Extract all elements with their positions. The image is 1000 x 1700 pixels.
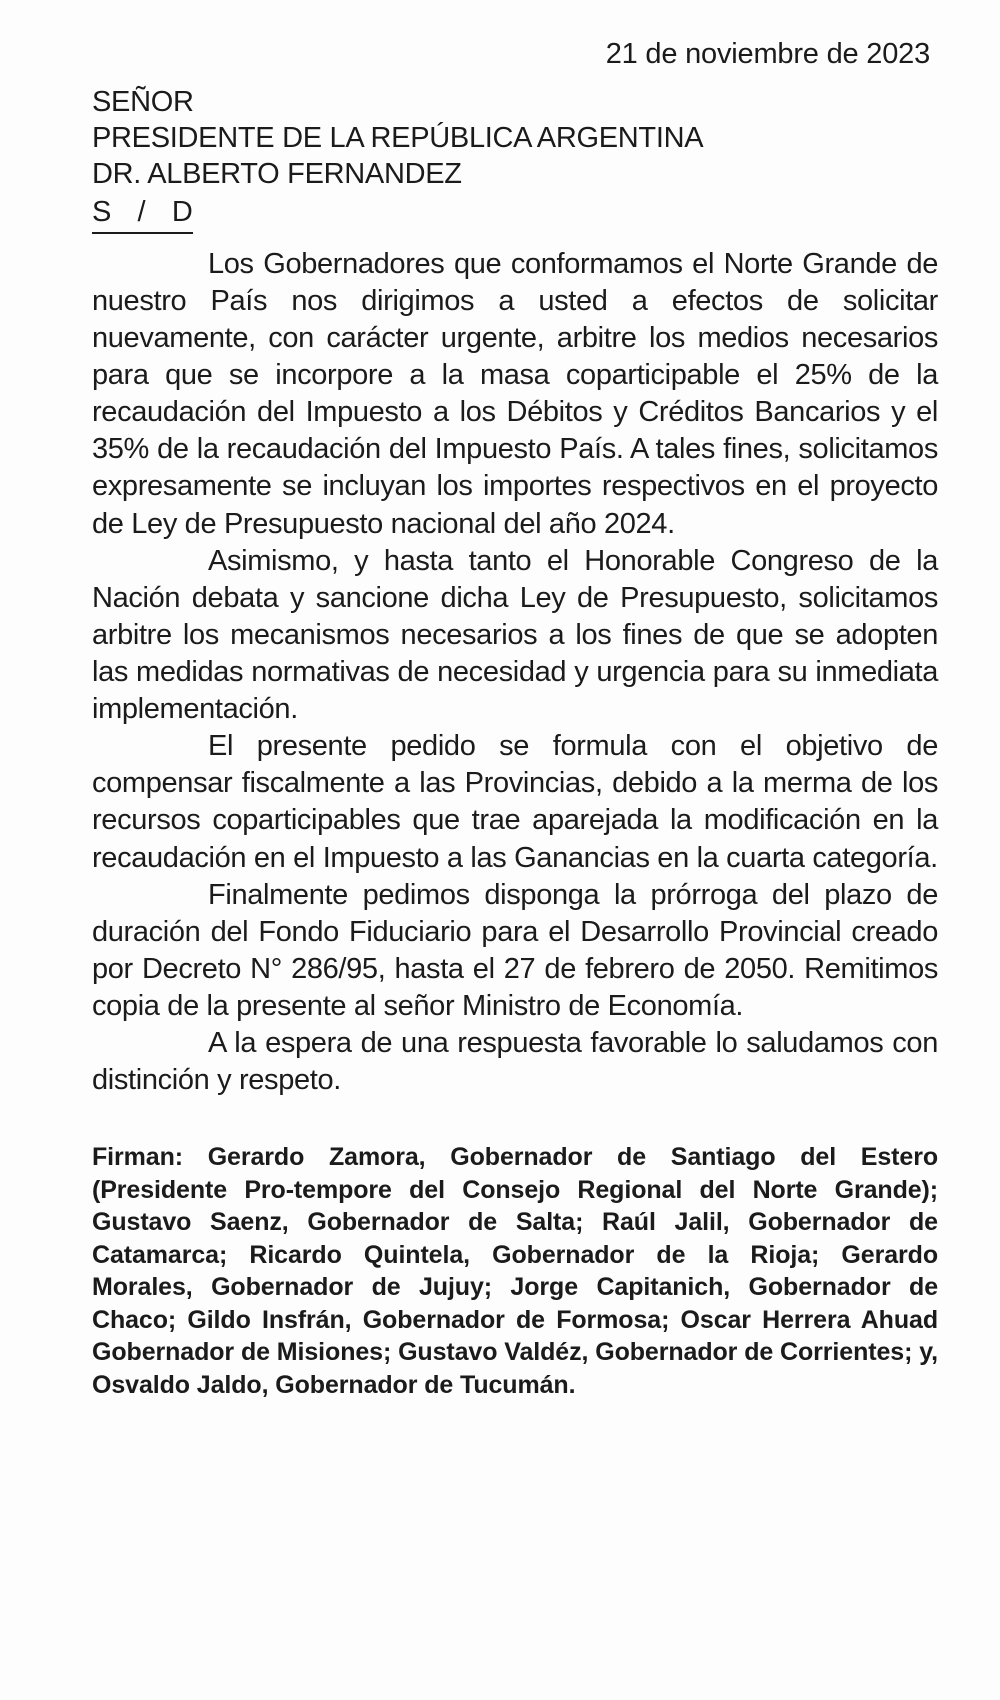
signatories-block xyxy=(92,1141,938,1401)
paragraph-fiscal-compensation: El presente pedido se formula con el objetivo de compensar fiscalmente a las Provincias, debido a la merma de los recursos coparticipables que trae aparejada la modificación en la recaudación en el Impuesto a las Ganancias en la cuarta categoría. xyxy=(92,730,938,874)
letter-body xyxy=(92,246,938,1100)
salutation-line-wrapper xyxy=(92,193,938,234)
paragraph-trust-fund-extension: Finalmente pedimos disponga la prórroga del plazo de duración del Fondo Fiduciario para el Desarrollo Provincial creado por Decreto N° 286/95, hasta el 27 de febrero de 2050. Remitimos copia de la presente al señor Ministro de Economía. xyxy=(92,878,938,1022)
paragraph-congress-measures: Asimismo, y hasta tanto el Honorable Congreso de la Nación debata y sancione dicha Ley de Presupuesto, solicitamos arbitre los mecanismos necesarios a los fines de que se adopten las medidas normativas de necesidad y urgencia para su inmediata implementación. xyxy=(92,544,938,726)
addressee-line-name: DR. ALBERTO FERNANDEZ xyxy=(92,157,462,190)
addressee-line-senor: SEÑOR xyxy=(92,86,194,118)
document-date: 21 de noviembre de 2023 xyxy=(605,38,930,70)
salutation-s: S xyxy=(92,195,112,228)
signatories-text: Firman: Gerardo Zamora, Gobernador de Santiago del Estero (Presidente Pro-tempore del Consejo Regional del Norte Grande); Gustavo Saenz, Gobernador de Salta; Raúl Jalil, Gobernador de Catamarca; Ricardo Quintela, Gobernador de la Rioja; Gerardo Morales, Gobernador de Jujuy; Jorge Capitanich, Gobernador de Chaco; Gildo Insfrán, Gobernador de Formosa; Oscar Herrera Ahuad Gobernador de Misiones; Gustavo Valdéz, Gobernador de Corrientes; y, Osvaldo Jaldo, Gobernador de Tucumán. xyxy=(92,1143,938,1399)
addressee-block xyxy=(92,85,938,234)
paragraph-closing: A la espera de una respuesta favorable lo saludamos con distinción y respeto. xyxy=(92,1027,938,1097)
paragraph-request-coparticipation: Los Gobernadores que conformamos el Norte Grande de nuestro País nos dirigimos a usted a efectos de solicitar nuevamente, con carácter urgente, arbitre los medios necesarios para que se incorpore a la masa coparticipable el 25% de la recaudación del Impuesto a los Débitos y Créditos Bancarios y el 35% de la recaudación del Impuesto País. A tales fines, solicitamos expresamente se incluyan los importes respectivos en el proyecto de Ley de Presupuesto nacional del año 2024. xyxy=(92,247,938,540)
salutation-sd xyxy=(92,195,193,234)
salutation-d: D xyxy=(171,195,193,228)
addressee-line-title: PRESIDENTE DE LA REPÚBLICA ARGENTINA xyxy=(92,121,704,154)
salutation-separator: / xyxy=(137,195,146,228)
